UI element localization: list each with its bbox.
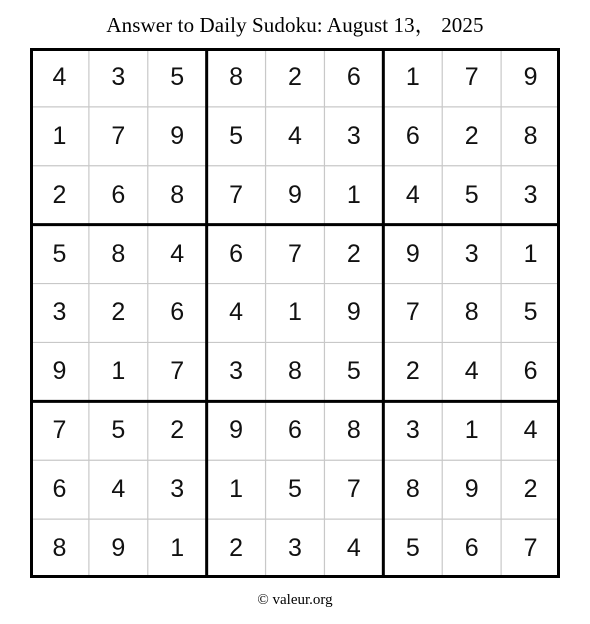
cell-r5-c9: 5 (523, 298, 538, 327)
cell-r2-c9: 8 (523, 121, 538, 150)
cell-r7-c6: 8 (346, 416, 361, 445)
cell-r9-c2: 9 (111, 534, 126, 563)
cell-r2-c4: 5 (229, 121, 244, 150)
cell-r3-c6: 1 (346, 180, 361, 209)
cell-r3-c9: 3 (523, 180, 538, 209)
cell-r4-c8: 3 (464, 239, 479, 268)
cell-r7-c8: 1 (464, 416, 479, 445)
cell-r6-c4: 3 (229, 357, 244, 386)
cell-r9-c4: 2 (229, 534, 244, 563)
cell-r6-c2: 1 (111, 357, 126, 386)
cell-r6-c7: 2 (405, 357, 420, 386)
cell-r8-c8: 9 (464, 475, 479, 504)
cell-r6-c1: 9 (52, 357, 67, 386)
cell-r9-c1: 8 (52, 534, 67, 563)
cell-r6-c5: 8 (288, 357, 302, 386)
cell-r5-c4: 4 (229, 298, 244, 327)
copyright-footer: © valeur.org (257, 592, 333, 608)
cell-r2-c1: 1 (52, 121, 67, 150)
cell-r9-c3: 1 (170, 534, 185, 563)
cell-r1-c5: 2 (288, 62, 302, 91)
cell-r3-c8: 5 (464, 180, 479, 209)
cell-r9-c9: 7 (523, 534, 538, 563)
cell-r5-c8: 8 (464, 298, 479, 327)
cell-r5-c2: 2 (111, 298, 126, 327)
cell-r6-c8: 4 (464, 357, 479, 386)
cell-r1-c1: 4 (52, 62, 67, 91)
cell-r2-c6: 3 (346, 121, 361, 150)
cell-r4-c5: 7 (288, 239, 302, 268)
cell-r8-c2: 4 (111, 475, 126, 504)
cell-r8-c6: 7 (346, 475, 361, 504)
cell-r9-c5: 3 (288, 534, 302, 563)
cell-r3-c1: 2 (52, 180, 67, 209)
cell-r5-c7: 7 (405, 298, 420, 327)
cell-r7-c4: 9 (229, 416, 244, 445)
cell-r8-c4: 1 (229, 475, 244, 504)
cell-r1-c6: 6 (346, 62, 361, 91)
cell-r3-c3: 8 (170, 180, 185, 209)
cell-r3-c7: 4 (405, 180, 420, 209)
cell-r5-c1: 3 (52, 298, 67, 327)
cell-r6-c3: 7 (170, 357, 185, 386)
cell-r7-c2: 5 (111, 416, 126, 445)
cell-r2-c3: 9 (170, 121, 185, 150)
cell-r1-c4: 8 (229, 62, 244, 91)
cell-r4-c9: 1 (523, 239, 538, 268)
sudoku-grid (30, 48, 560, 578)
cell-r1-c3: 5 (170, 62, 185, 91)
cell-r9-c7: 5 (405, 534, 420, 563)
cell-r5-c5: 1 (288, 298, 302, 327)
cell-r8-c5: 5 (288, 475, 302, 504)
cell-r8-c7: 8 (405, 475, 420, 504)
cell-r4-c2: 8 (111, 239, 126, 268)
page-title: Answer to Daily Sudoku: August 13， 2025 (106, 13, 484, 37)
cell-r7-c9: 4 (523, 416, 538, 445)
cell-r7-c3: 2 (170, 416, 185, 445)
sudoku-board (30, 48, 560, 578)
cell-r6-c6: 5 (346, 357, 361, 386)
cell-r1-c2: 3 (111, 62, 126, 91)
cell-r6-c9: 6 (523, 357, 538, 386)
cell-r2-c8: 2 (464, 121, 479, 150)
cell-r7-c7: 3 (405, 416, 420, 445)
cell-r8-c3: 3 (170, 475, 185, 504)
cell-r8-c1: 6 (52, 475, 67, 504)
cell-r1-c8: 7 (464, 62, 479, 91)
cell-r5-c3: 6 (170, 298, 185, 327)
cell-r7-c1: 7 (52, 416, 67, 445)
cell-r3-c5: 9 (288, 180, 302, 209)
cell-r4-c1: 5 (52, 239, 67, 268)
cell-r9-c8: 6 (464, 534, 479, 563)
cell-r3-c4: 7 (229, 180, 244, 209)
cell-r3-c2: 6 (111, 180, 126, 209)
cell-r9-c6: 4 (346, 534, 361, 563)
cell-r4-c6: 2 (346, 239, 361, 268)
cell-r7-c5: 6 (288, 416, 302, 445)
cell-r8-c9: 2 (523, 475, 538, 504)
cell-r4-c7: 9 (405, 239, 420, 268)
cell-r2-c5: 4 (288, 121, 302, 150)
cell-r4-c3: 4 (170, 239, 185, 268)
cell-r2-c2: 7 (111, 121, 126, 150)
cell-r2-c7: 6 (405, 121, 420, 150)
cell-r5-c6: 9 (346, 298, 361, 327)
cell-r1-c7: 1 (405, 62, 420, 91)
cell-r4-c4: 6 (229, 239, 244, 268)
cell-r1-c9: 9 (523, 62, 538, 91)
